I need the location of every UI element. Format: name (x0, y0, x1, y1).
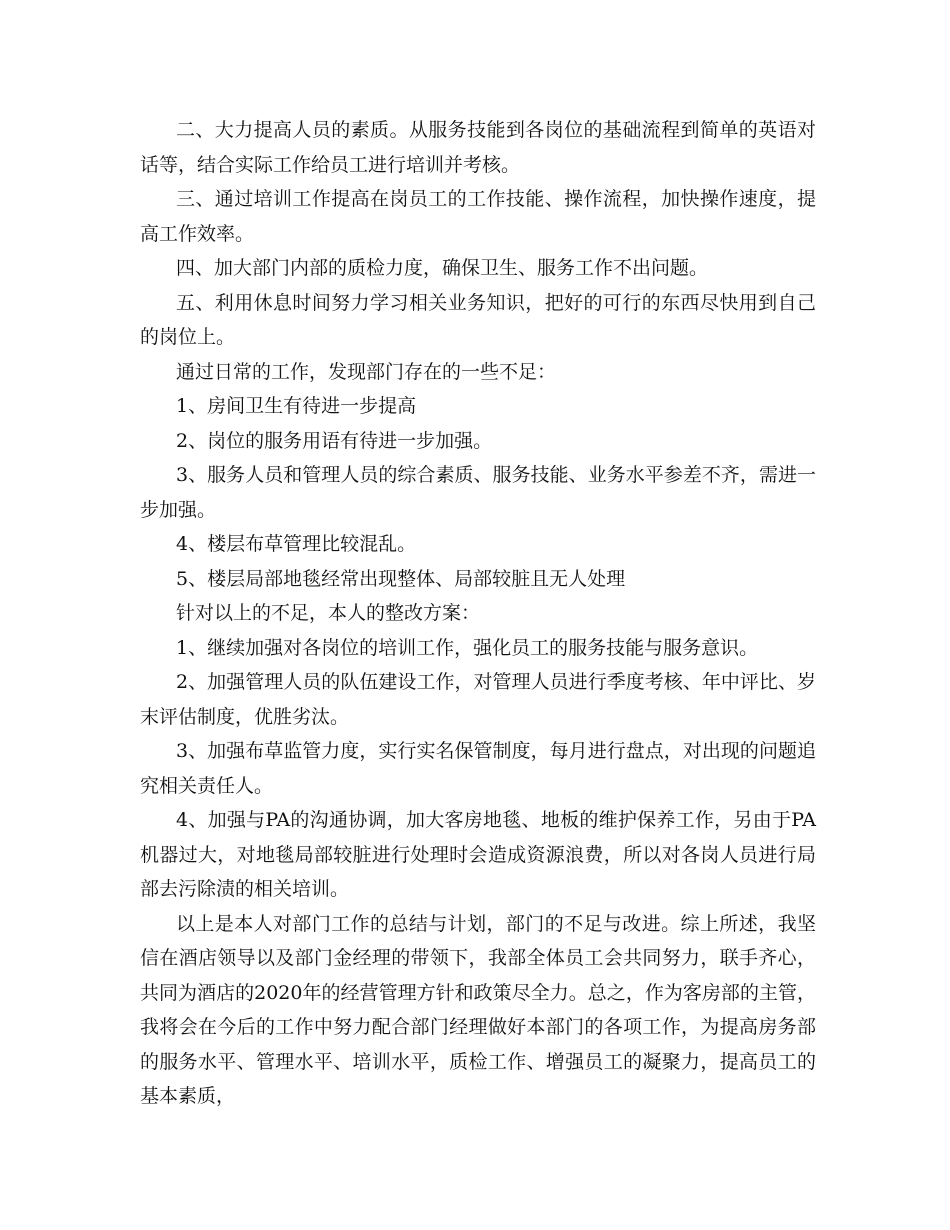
paragraph-deficiencies-intro: 通过日常的工作，发现部门存在的一些不足： (176, 360, 557, 383)
list-item-plan-3: 3、加强布草监管力度，实行实名保管制度，每月进行盘点，对出现的问题追究相关责任人。 (140, 740, 816, 797)
paragraph-quality-inspection: 四、加大部门内部的质检力度，确保卫生、服务工作不出问题。 (176, 257, 709, 279)
paragraph-self-study: 五、利用休息时间努力学习相关业务知识，把好的可行的东西尽快用到自己的岗位上。 (140, 291, 816, 348)
list-item-plan-1: 1、继续加强对各岗位的培训工作，强化员工的服务技能与服务意识。 (176, 636, 759, 659)
paragraph-training-efficiency: 三、通过培训工作提高在岗员工的工作技能、操作流程，加快操作速度，提高工作效率。 (140, 188, 816, 245)
list-item-plan-4: 4、加强与PA的沟通协调，加大客房地毯、地板的维护保养工作，另由于PA机器过大，对地毯局部较脏进行处理时会造成资源浪费，所以对各岗人员进行局部去污除渍的相关培训。 (140, 809, 816, 900)
paragraph-plan-intro: 针对以上的不足，本人的整改方案： (176, 602, 481, 624)
list-item-deficiency-3: 3、服务人员和管理人员的综合素质、服务技能、业务水平参差不齐，需进一步加强。 (140, 464, 816, 521)
list-item-plan-2: 2、加强管理人员的队伍建设工作，对管理人员进行季度考核、年中评比、岁末评估制度，优胜劣汰。 (140, 671, 816, 728)
list-item-deficiency-4: 4、楼层布草管理比较混乱。 (176, 533, 417, 555)
list-item-deficiency-2: 2、岗位的服务用语有待进一步加强。 (176, 429, 493, 452)
paragraph-quality-improvement: 二、大力提高人员的素质。从服务技能到各岗位的基础流程到简单的英语对话等，结合实际工作给员工进行培训并考核。 (140, 119, 816, 176)
list-item-deficiency-1: 1、房间卫生有待进一步提高 (176, 395, 417, 417)
document-body (140, 113, 816, 1114)
list-item-deficiency-5: 5、楼层局部地毯经常出现整体、局部较脏且无人处理 (176, 567, 626, 590)
paragraph-summary: 以上是本人对部门工作的总结与计划，部门的不足与改进。综上所述，我坚信在酒店领导以及部门金经理的带领下，我部全体员工会共同努力，联手齐心，共同为酒店的2020年的经营管理方针和政策尽全力。总之，作为客房部的主管，我将会在今后的工作中努力配合部门经理做好本部门的各项工作，为提高房务部的服务水平、管理水平、培训水平，质检工作、增强员工的凝聚力，提高员工的基本素质， (140, 912, 816, 1107)
